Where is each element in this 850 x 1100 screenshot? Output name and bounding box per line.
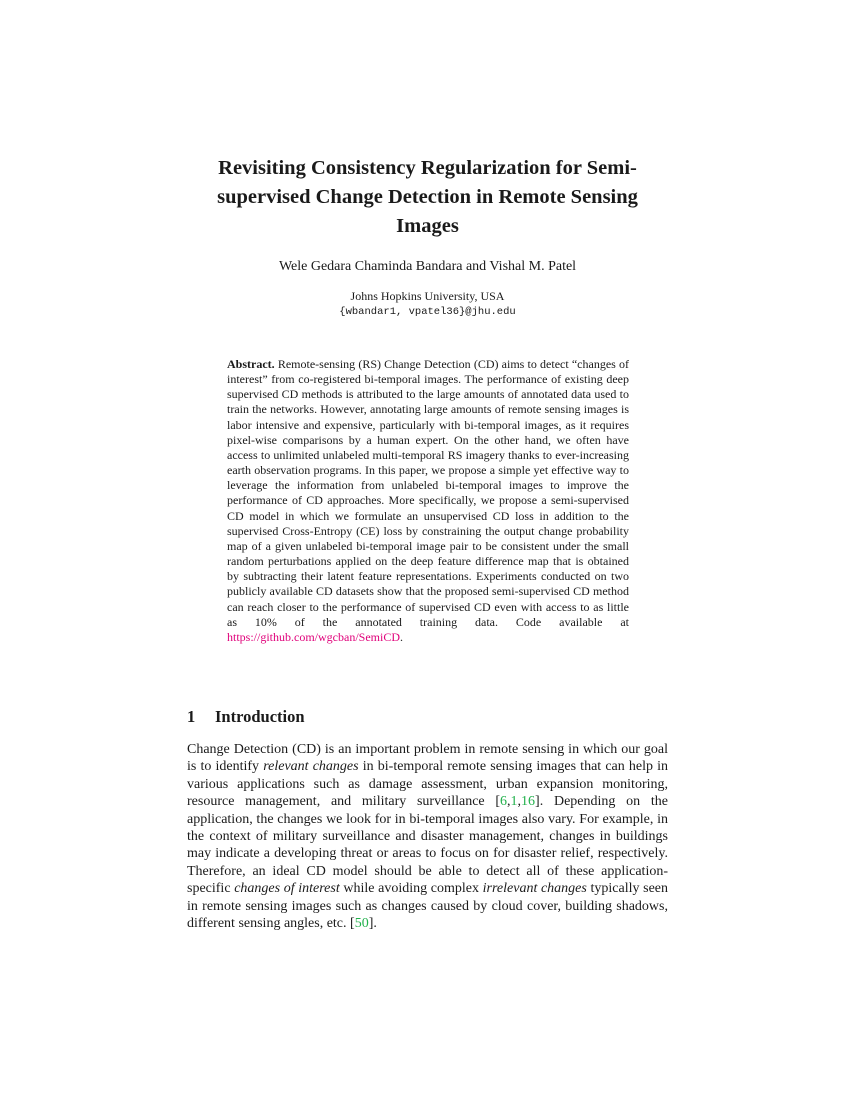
abstract [227,357,629,645]
abstract-label: Abstract. [227,357,275,371]
section-number: 1 [187,707,196,726]
code-link-period: . [400,629,403,644]
section-heading-introduction [187,707,668,727]
introduction-paragraph [187,741,668,932]
citation-50[interactable]: 50 [354,916,369,932]
abstract-text: Remote-sensing (RS) Change Detection (CD) aims to detect “changes of interest” from co-registered bi-temporal images. The performance of existing deep supervised CD methods is attributed to the large amounts of annotated data used to train the networks. However, annotating large amounts of remote sensing images is labor intensive and expensive, particularly with bi-temporal images, as it requires pixel-wise comparisons by a human expert. On the other hand, we often have access to unlimited unlabeled multi-temporal RS imagery thanks to ever-increasing earth observation programs. In this paper, we propose a simple yet effective way to leverage the information from unlabeled bi-temporal images to improve the performance of CD approaches. More specifically, we propose a semi-supervised CD model in which we formulate an unsupervised CD loss in addition to the supervised Cross-Entropy (CE) loss by constraining the output change probability map of a given unlabeled bi-temporal image pair to be consistent under the small random perturbations applied on the deep feature difference map that is obtained by subtracting their latent feature representations. Experiments conducted on two publicly available CD datasets show that the proposed semi-supervised CD method can reach closer to the performance of supervised CD even with access to as little as 10% of the annotated training data. [227,357,630,629]
citation-1[interactable]: 1 [510,794,518,810]
intro-emphasis-relevant-changes: relevant changes [263,759,359,775]
author-email: {wbandar1, vpatel36}@jhu.edu [339,306,516,318]
paper-authors: Wele Gedara Chaminda Bandara and Vishal M. Patel [278,259,577,274]
intro-text-1: Change Detection (CD) is an important problem in remote sensing in which our goal is to identify [187,742,668,775]
paper-title: Revisiting Consistency Regularization for Semi-supervised Change Detection in Remote Sensing Images [217,157,638,237]
citation-separator: , [517,794,522,810]
code-availability-text: Code available at [515,614,630,629]
section-title: Introduction [215,707,305,726]
intro-emphasis-changes-of-interest: changes of interest [234,881,340,897]
intro-text-3: ]. Depending on the application, the changes we look for in bi-temporal images also vary. For example, in the context of military surveillance and disaster management, changes in buildings may indicate a developing threat or areas to focus on for disaster relief, respectively. Therefore, an ideal CD model should be able to detect all of these application-specific [187,794,668,897]
intro-emphasis-irrelevant-changes: irrelevant changes [482,881,587,897]
intro-text-2: in bi-temporal remote sensing images that can help in various applications such as damage assessment, urban expansion monitoring, resource management, and military surveillance [ [187,759,669,810]
author-affiliation: Johns Hopkins University, USA [350,289,505,303]
citation-6[interactable]: 6 [500,794,508,810]
citation-separator: , [507,794,511,810]
intro-text-6: ]. [368,916,377,932]
citation-16[interactable]: 16 [521,794,536,810]
intro-text-5: typically seen in remote sensing images such as changes caused by cloud cover, building shadows, different sensing angles, etc. [ [187,881,669,932]
intro-text-4: while avoiding complex [343,881,479,897]
code-link[interactable]: https://github.com/wgcban/SemiCD [227,629,400,644]
